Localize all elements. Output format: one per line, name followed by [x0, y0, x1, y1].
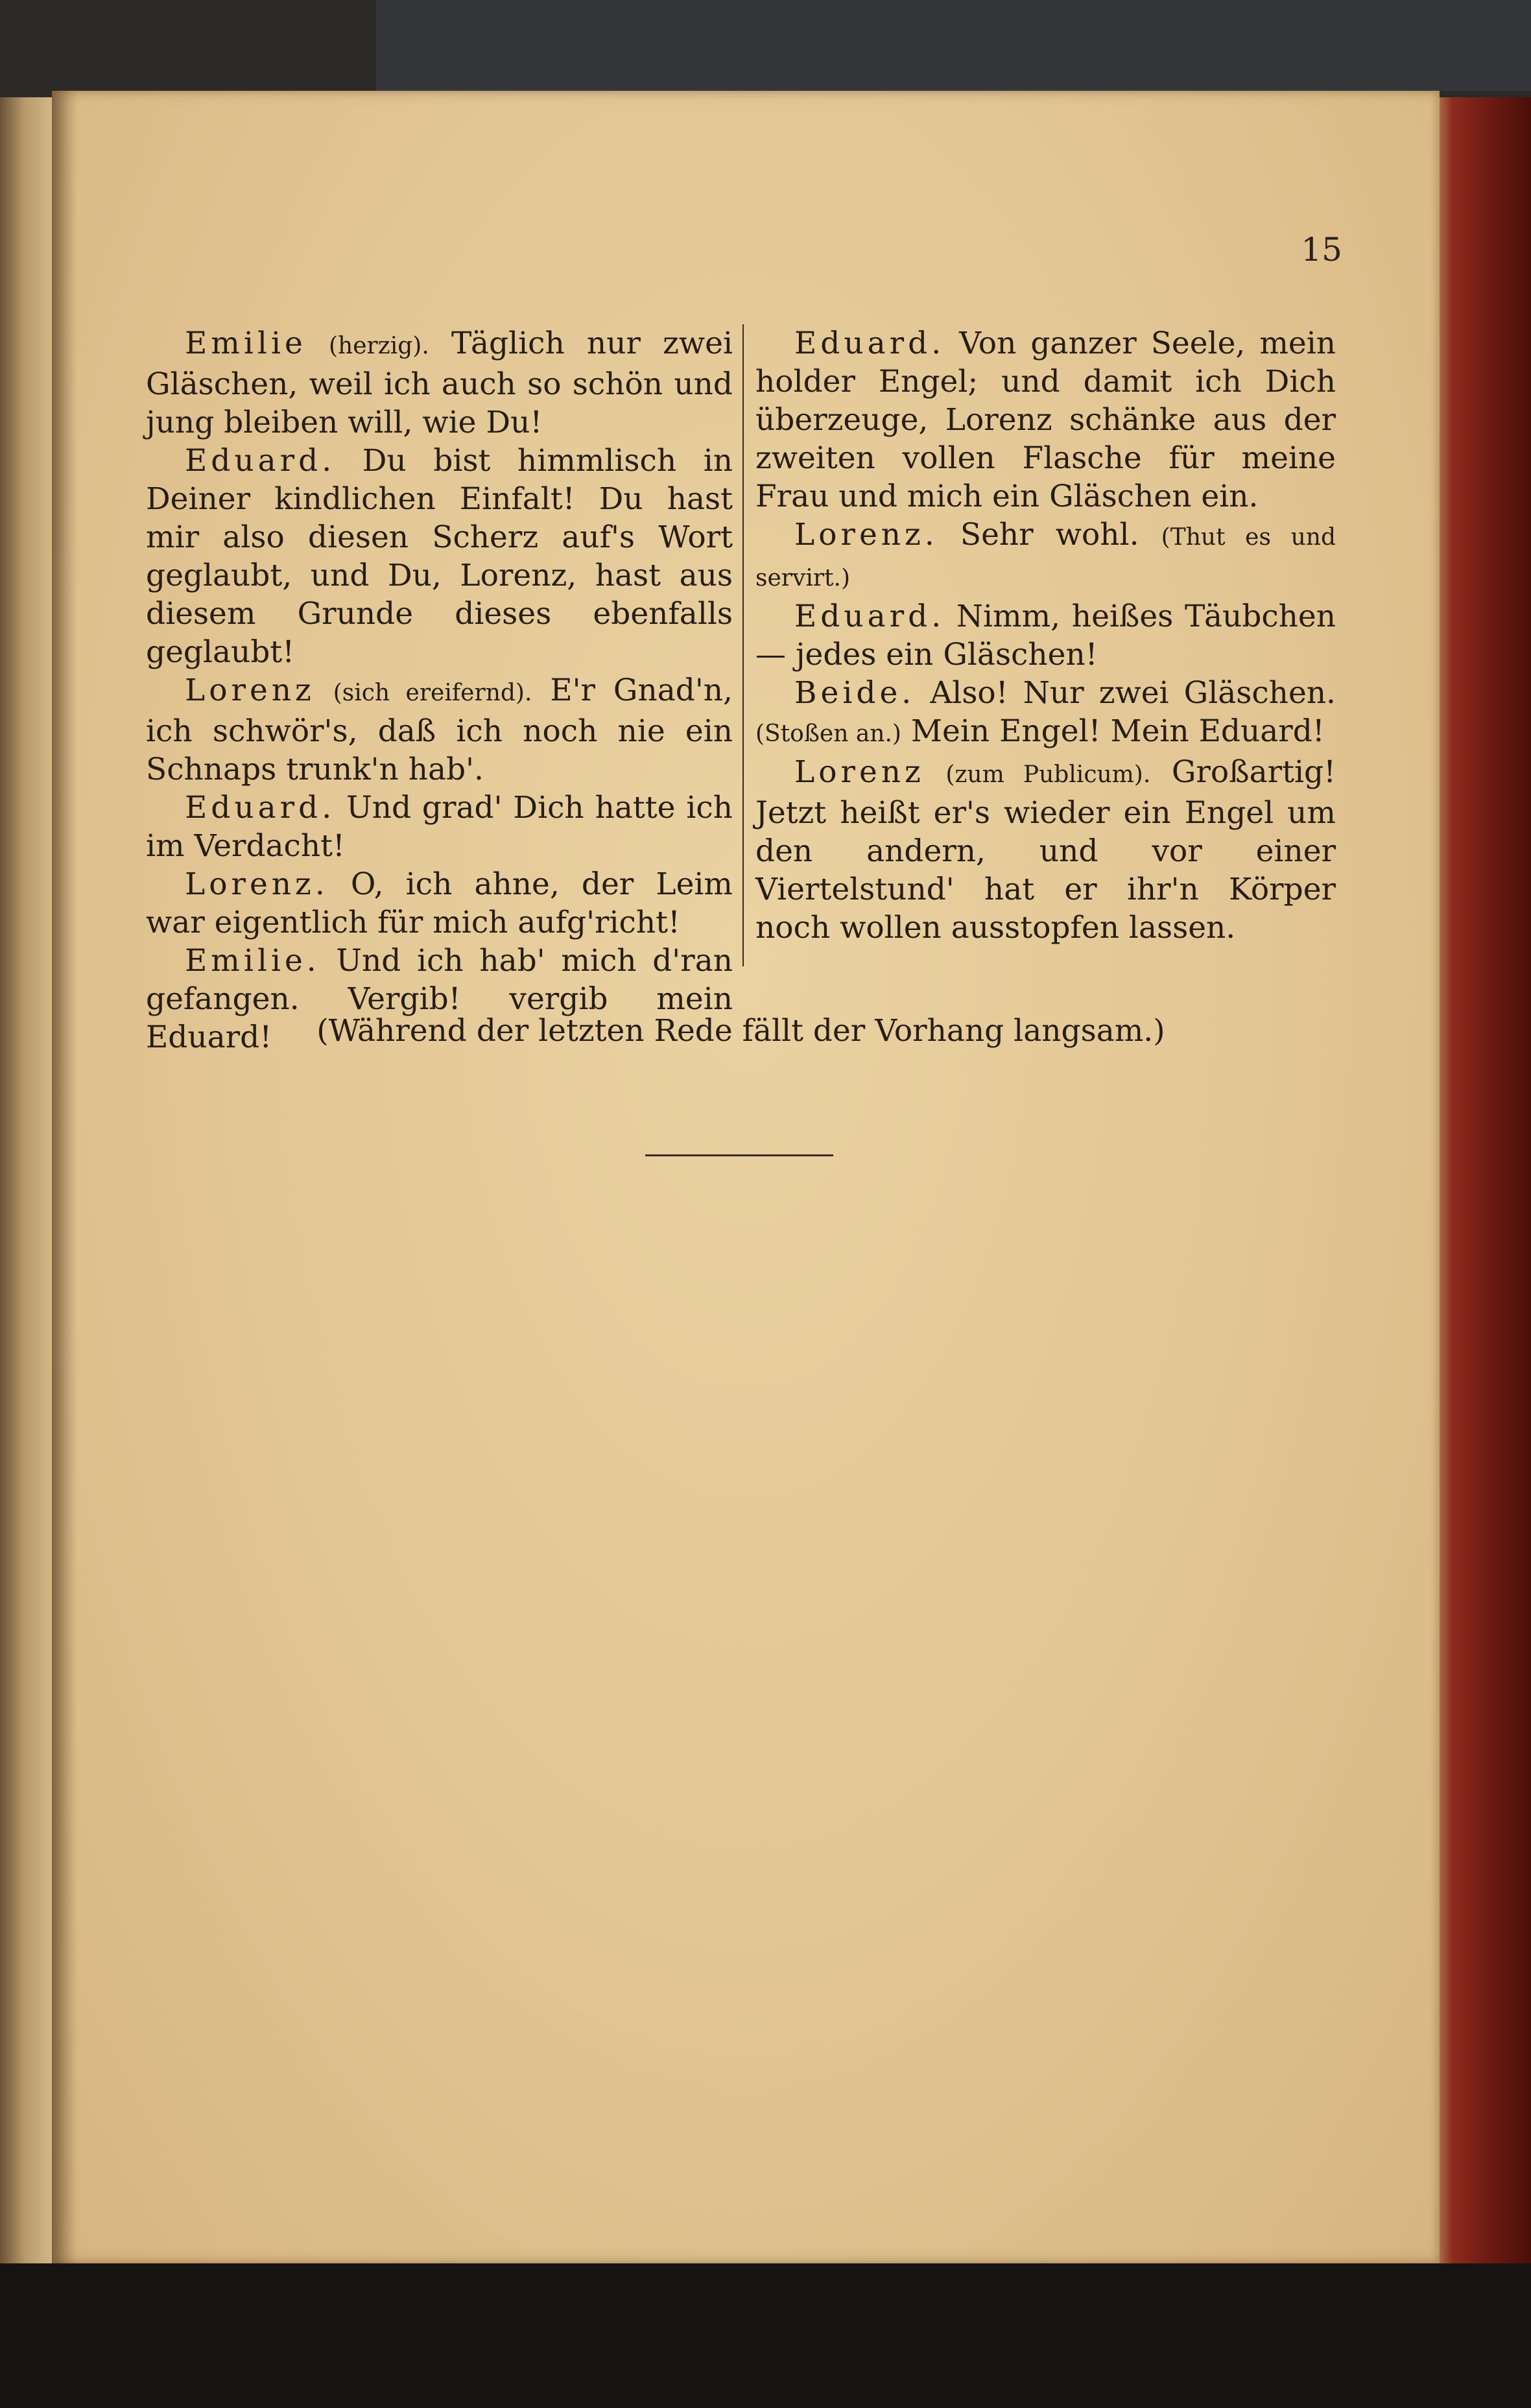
gutter-shadow [52, 91, 78, 2263]
dialogue-text: Nimm, heißes Täubchen — jedes ein Gläschen! [755, 599, 1336, 673]
speaker-name: Lorenz. [794, 517, 938, 553]
dialogue-paragraph [146, 442, 733, 671]
dialogue-paragraph [146, 789, 733, 865]
dialogue-text: Und grad' Dich hatte ich im Verdacht! [146, 790, 733, 864]
stage-direction: (Stoßen an.) [755, 721, 901, 747]
speaker-name: Eduard. [794, 326, 945, 361]
dialogue-paragraph [755, 324, 1336, 516]
book-cover-edge [1427, 97, 1531, 2276]
scan-bottom-background [0, 2263, 1531, 2408]
end-rule [645, 1154, 833, 1156]
book-cover-top [376, 0, 1531, 91]
dialogue-text: Täglich nur zwei Gläschen, weil ich auch so schön und jung bleiben will, wie Du! [146, 326, 733, 440]
dialogue-text: Und ich hab' mich d'ran gefangen. Vergib! vergib mein Eduard! [146, 943, 733, 1055]
dialogue-paragraph [146, 671, 733, 789]
dialogue-text: Sehr wohl. [960, 517, 1139, 553]
dialogue-paragraph [755, 753, 1336, 947]
dialogue-paragraph [755, 597, 1336, 674]
stage-direction: (Thut es und servirt.) [755, 524, 1336, 591]
stage-direction: (sich ereifernd). [333, 680, 532, 706]
speaker-name: Emilie [185, 326, 307, 361]
dialogue-paragraph [755, 516, 1336, 597]
dialogue-text: Mein Engel! Mein Eduard! [910, 713, 1325, 749]
dialogue-text: E'r Gnad'n, ich schwör's, daß ich noch nie ein Schnaps trunk'n hab'. [146, 673, 733, 787]
dialogue-text: Also! Nur zwei Gläschen. [930, 675, 1336, 711]
speaker-name: Eduard. [794, 599, 945, 634]
dialogue-text: O, ich ahne, der Leim war eigentlich für mich aufg'richt! [146, 866, 733, 940]
speaker-name: Emilie. [185, 943, 320, 979]
dialogue-text: Großartig! Jetzt heißt er's wieder ein Engel um den andern, und vor einer Viertelstund' hat er ihr'n Körper noch wollen ausstopfen lassen. [755, 754, 1336, 946]
dialogue-text: Du bist himmlisch in Deiner kindlichen Einfalt! Du hast mir also diesen Scherz auf's Wort geglaubt, und Du, Lorenz, hast aus diesem Grunde dieses ebenfalls geglaubt! [146, 443, 733, 670]
speaker-name: Eduard. [185, 443, 336, 479]
speaker-name: Lorenz [794, 754, 925, 790]
speaker-name: Beide. [794, 675, 916, 711]
page-number: 15 [1301, 231, 1342, 268]
dialogue-paragraph [146, 865, 733, 942]
dialogue-paragraph [755, 674, 1336, 753]
right-text-column [755, 324, 1336, 947]
speaker-name: Lorenz [185, 673, 315, 708]
left-text-column [146, 324, 733, 1056]
stage-direction: (zum Publicum). [945, 761, 1151, 788]
column-divider [742, 324, 744, 966]
stage-direction: (herzig). [329, 333, 429, 359]
dialogue-text: Von ganzer Seele, mein holder Engel; und damit ich Dich überzeuge, Lorenz schänke aus der zweiten vollen Flasche für meine Frau und mich ein Gläschen ein. [755, 326, 1336, 514]
speaker-name: Lorenz. [185, 866, 329, 902]
speaker-name: Eduard. [185, 790, 336, 826]
dialogue-paragraph [146, 324, 733, 442]
closing-stage-direction: (Während der letzten Rede fällt der Vorhang langsam.) [316, 1013, 1165, 1049]
